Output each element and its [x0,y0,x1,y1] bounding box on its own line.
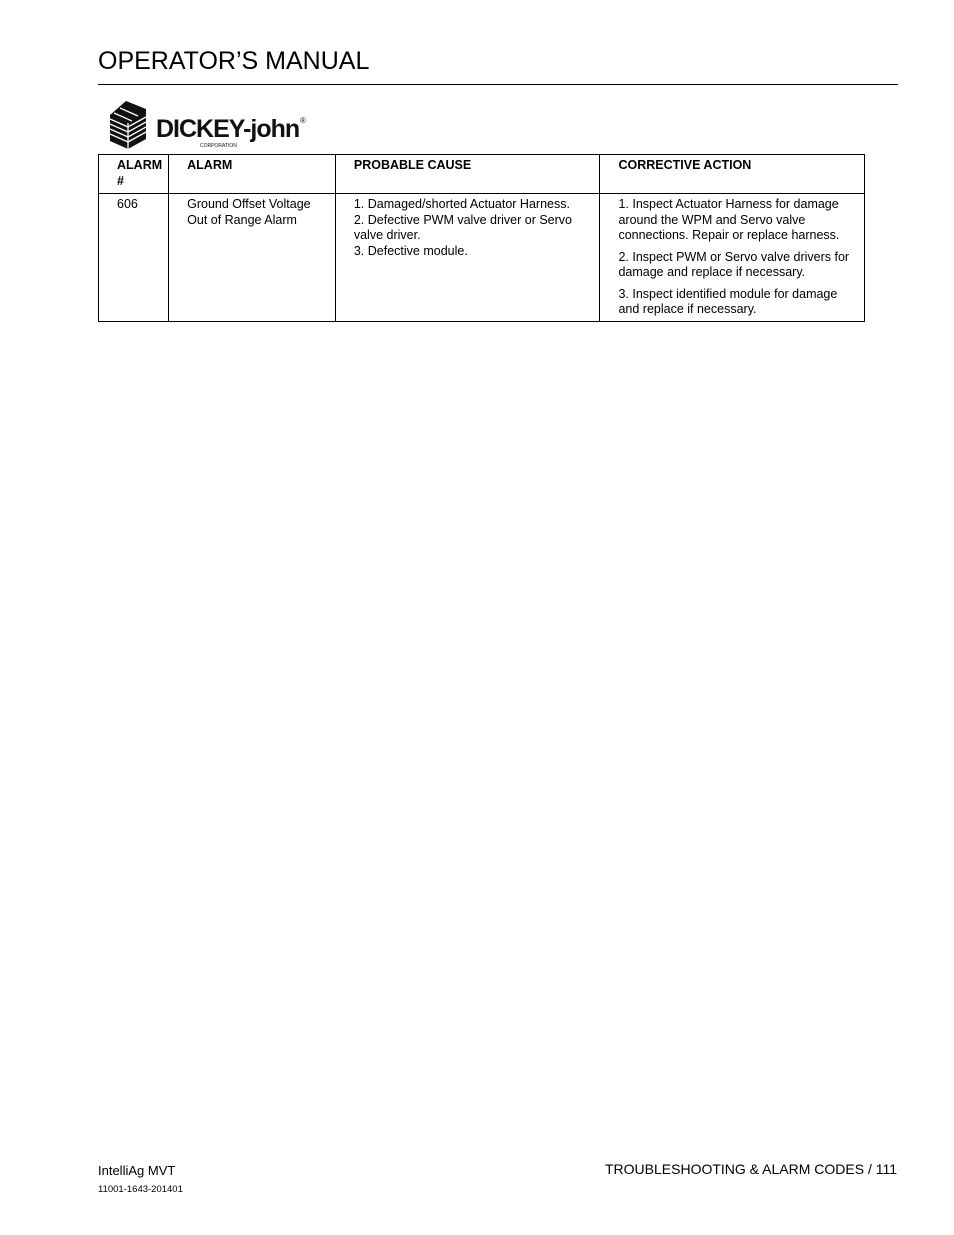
cause-item: 3. Defective module. [353,243,468,258]
probable-cause-cell [335,194,600,322]
alarm-name-cell: Ground Offset Voltage Out of Range Alarm [169,194,336,322]
action-item: 1. Inspect Actuator Harness for damage around the WPM and Servo valve connections. Repair or replace harness. [618,197,840,242]
alarm-table [98,154,865,322]
footer-section-page: TROUBLESHOOTING & ALARM CODES / 111 [605,1161,897,1177]
title-divider [98,84,898,85]
footer-document-code: 11001-1643-201401 [98,1184,183,1195]
header-alarm-number: ALARM # [99,155,169,194]
action-item: 3. Inspect identified module for damage and replace if necessary. [618,286,838,316]
cause-item: 2. Defective PWM valve driver or Servo valve driver. [353,212,572,242]
logo-cube-icon [110,101,146,149]
dickey-john-logo [108,99,313,151]
corrective-action-cell [600,194,865,322]
header-corrective-action: CORRECTIVE ACTION [600,155,865,194]
action-item: 2. Inspect PWM or Servo valve drivers for damage and replace if necessary. [618,249,850,279]
alarm-number-cell: 606 [99,194,169,322]
header-probable-cause: PROBABLE CAUSE [335,155,600,194]
cause-item: 1. Damaged/shorted Actuator Harness. [353,197,570,211]
table-row [99,194,865,322]
logo-registered-mark: ® [300,116,306,125]
logo-brand-text: DICKEY-john [156,115,300,143]
footer-product-name: IntelliAg MVT [98,1163,176,1178]
table-header-row [99,155,865,194]
header-alarm: ALARM [169,155,336,194]
logo-sub-text: CORPORATION [200,143,237,149]
page-title: OPERATOR’S MANUAL [98,47,370,75]
